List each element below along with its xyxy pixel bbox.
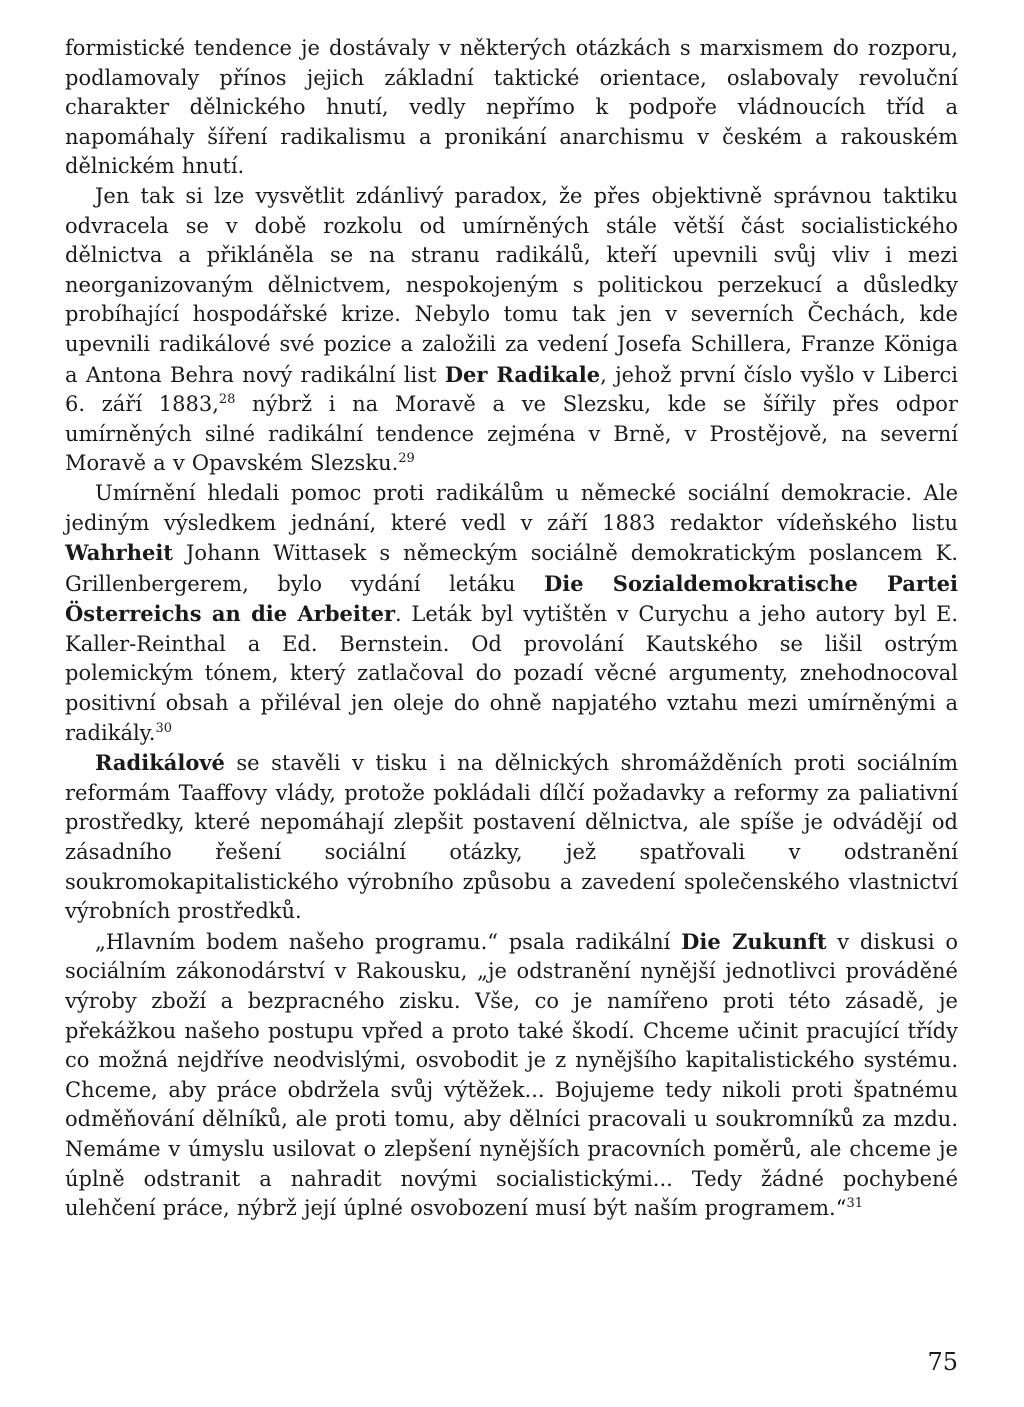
bold-title: Der Radikale <box>444 361 601 387</box>
footnote-ref: 28 <box>218 392 236 408</box>
page-body <box>65 34 958 1224</box>
text-run: , jehož první číslo vyšlo v Liberci 6. září 1883, <box>65 362 959 417</box>
text-run: „Hlavním bodem našeho programu.“ psala radikální <box>95 929 682 954</box>
paragraph-3 <box>65 479 958 748</box>
text-run: Johann Wittasek s německým sociálně demokratickým poslancem K. Grillenbergerem, bylo vydání letáku <box>65 541 958 596</box>
text-run: formistické tendence je dostávaly v některých otázkách s marxismem do rozporu, podlamovaly přínos jejich základní taktické orientace, oslabovaly revoluční charakter dělnického hnutí, vedly nepřímo k podpoře vládnoucích tříd a napomáhaly šíření radikalismu a pronikání anarchismu v českém a rakouském dělnickém hnutí. <box>65 36 958 179</box>
text-run: nýbrž i na Moravě a ve Slezsku, kde se šířily přes odpor umírněných silné radikální tendence zejména v Brně, v Prostějově, na severní Moravě a v Opavském Slezsku. <box>65 392 958 476</box>
bold-title: Radikálové <box>95 750 225 776</box>
footnote-ref: 29 <box>398 451 415 467</box>
text-run: se stavěli v tisku i na dělnických shromážděních proti sociálním reformám Taaffovy vlády, protože pokládali dílčí požadavky a reformy za paliativní prostředky, které nepomáhají zlepšit postavení dělnictva, ale spíše je odvádějí od zásadního řešení sociální otázky, jež spatřovali v odstranění soukromokapitalistického výrobního způsobu a zavedení společenského vlastnictví výrobních prostředků. <box>65 751 958 924</box>
paragraph-1 <box>65 34 958 182</box>
page-number: 75 <box>927 1348 958 1376</box>
bold-title: Wahrheit <box>65 540 174 566</box>
paragraph-2 <box>65 182 958 479</box>
text-run: . Leták byl vytištěn v Curychu a jeho autory byl E. Kaller-Reinthal a Ed. Bernstein. Od provolání Kautského se lišil ostrým polemickým tónem, který zatlačoval do pozadí věcné argumenty, znehodnocoval positivní obsah a přiléval jen oleje do ohně napjatého vztahu mezi umírněnými a radikály. <box>65 602 958 745</box>
bold-title: Die Zukunft <box>681 928 827 954</box>
text-run: Umírnění hledali pomoc proti radikálům u německé sociální demokracie. Ale jediným výsledkem jednání, které vedl v září 1883 redaktor vídeňského listu <box>65 480 958 535</box>
footnote-ref: 31 <box>846 1196 864 1212</box>
paragraph-5 <box>65 927 958 1224</box>
footnote-ref: 30 <box>155 720 172 736</box>
text-run: Jen tak si lze vysvětlit zdánlivý paradox, že přes objektivně správnou taktiku odvracela se v době rozkolu od umírněných stále větší část socialistického dělnictva a přikláněla se na stranu radikálů, kteří upevnili svůj vliv i mezi neorganizovaným dělnictvem, nespokojeným s politickou perzekucí a důsledky probíhající hospodářské krize. Nebylo tomu tak jen v severních Čechách, kde upevnili radikálové své pozice a založili za vedení Josefa Schillera, Franze Königa a Antona Behra nový radikální list <box>65 183 958 387</box>
paragraph-4 <box>65 748 958 927</box>
bold-title: Die Sozialdemokratische Partei Österreichs an die Arbeiter <box>65 570 958 627</box>
text-run: v diskusi o sociálním zákonodárství v Rakousku, „je odstranění nynější jednotlivci prováděné výroby zboží a bezpracného zisku. Vše, co je namířeno proti této zásadě, je překážkou našeho postupu vpřed a proto také škodí. Chceme učinit pracující třídy co možná nejdříve neodvislými, osvobodit je z nynějšího kapitalistického systému. Chceme, aby práce obdržela svůj výtěžek... Bojujeme tedy nikoli proti špatnému odměňování dělníků, ale proti tomu, aby dělníci pracovali u soukromníků za mzdu. Nemáme v úmyslu usilovat o zlepšení nynějších pracovních poměrů, ale chceme je úplně odstranit a nahradit novými socialistickými... Tedy žádné pochybené ulehčení práce, nýbrž její úplné osvobození musí být naším programem.“ <box>65 929 958 1221</box>
